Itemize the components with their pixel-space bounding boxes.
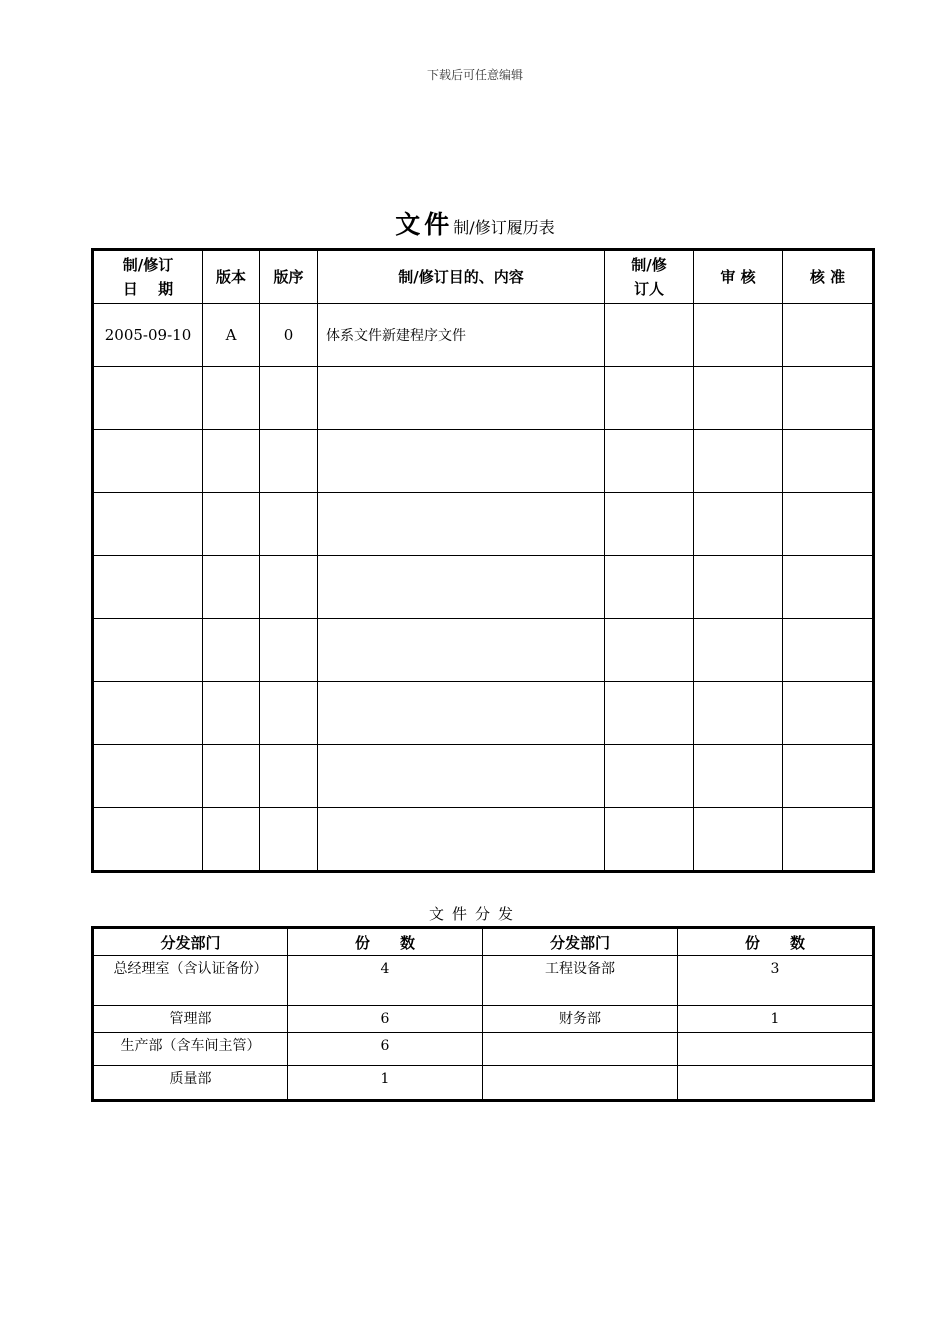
- table-row: [93, 1033, 874, 1066]
- table-row: [93, 556, 874, 619]
- table-row: [93, 682, 874, 745]
- cell-copies-2: [678, 1066, 874, 1101]
- cell-content: [318, 619, 605, 682]
- cell-approve: [783, 682, 874, 745]
- cell-dept-2: [483, 1033, 678, 1066]
- header-dept-1: 分发部门: [93, 928, 288, 956]
- table-row: [93, 745, 874, 808]
- cell-reviser: [605, 556, 694, 619]
- cell-reviser: [605, 682, 694, 745]
- cell-dept-1: 生产部（含车间主管）: [93, 1033, 288, 1066]
- cell-content: 体系文件新建程序文件: [318, 304, 605, 367]
- cell-copies-1: 1: [288, 1066, 483, 1101]
- cell-revision: [260, 367, 318, 430]
- cell-approve: [783, 556, 874, 619]
- cell-revision: 0: [260, 304, 318, 367]
- cell-content: [318, 430, 605, 493]
- title-sub: 制/修订履历表: [453, 218, 555, 237]
- header-date-line2: 日 期: [122, 280, 174, 298]
- table-row: [93, 619, 874, 682]
- cell-dept-1: 质量部: [93, 1066, 288, 1101]
- header-revision: 版序: [260, 250, 318, 304]
- table-row: [93, 430, 874, 493]
- cell-approve: [783, 367, 874, 430]
- cell-version: [203, 745, 260, 808]
- table-row: [93, 1066, 874, 1101]
- cell-copies-2: 3: [678, 956, 874, 1006]
- cell-copies-2: [678, 1033, 874, 1066]
- cell-copies-1: 6: [288, 1033, 483, 1066]
- cell-content: [318, 367, 605, 430]
- header-version: 版本: [203, 250, 260, 304]
- cell-content: [318, 556, 605, 619]
- cell-dept-1: 总经理室（含认证备份）: [93, 956, 288, 1006]
- header-review: 审 核: [694, 250, 783, 304]
- table-row: [93, 956, 874, 1006]
- cell-content: [318, 682, 605, 745]
- cell-approve: [783, 493, 874, 556]
- cell-review: [694, 682, 783, 745]
- header-date: [93, 250, 203, 304]
- cell-date: [93, 682, 203, 745]
- header-note: 下载后可任意编辑: [426, 68, 523, 82]
- cell-revision: [260, 430, 318, 493]
- cell-reviser: [605, 808, 694, 872]
- header-approve: 核 准: [783, 250, 874, 304]
- cell-revision: [260, 493, 318, 556]
- revision-history-table: [91, 248, 875, 873]
- cell-approve: [783, 808, 874, 872]
- cell-date: [93, 619, 203, 682]
- distribution-title: 文件分发: [428, 905, 521, 923]
- header-copies-2: 份 数: [678, 928, 874, 956]
- cell-content: [318, 745, 605, 808]
- cell-revision: [260, 556, 318, 619]
- table-row: [93, 304, 874, 367]
- cell-date: [93, 430, 203, 493]
- distribution-table: [91, 926, 875, 1102]
- cell-date: [93, 556, 203, 619]
- cell-version: [203, 367, 260, 430]
- header-copies-1: 份 数: [288, 928, 483, 956]
- cell-approve: [783, 619, 874, 682]
- header-purpose: 制/修订目的、内容: [318, 250, 605, 304]
- cell-reviser: [605, 493, 694, 556]
- cell-review: [694, 556, 783, 619]
- cell-date: 2005-09-10: [93, 304, 203, 367]
- title-main: 文件: [395, 210, 454, 239]
- cell-approve: [783, 430, 874, 493]
- cell-version: A: [203, 304, 260, 367]
- header-date-line1: 制/修订: [122, 256, 174, 274]
- cell-review: [694, 430, 783, 493]
- document-title: [0, 205, 950, 241]
- cell-copies-1: 4: [288, 956, 483, 1006]
- cell-version: [203, 430, 260, 493]
- cell-approve: [783, 304, 874, 367]
- cell-dept-2: 财务部: [483, 1006, 678, 1033]
- cell-reviser: [605, 430, 694, 493]
- cell-reviser: [605, 367, 694, 430]
- header-reviser-line2: 订人: [633, 280, 664, 298]
- cell-version: [203, 556, 260, 619]
- header-dept-2: 分发部门: [483, 928, 678, 956]
- cell-reviser: [605, 619, 694, 682]
- cell-date: [93, 745, 203, 808]
- cell-revision: [260, 745, 318, 808]
- table-row: [93, 493, 874, 556]
- cell-dept-2: [483, 1066, 678, 1101]
- cell-review: [694, 619, 783, 682]
- cell-dept-2: 工程设备部: [483, 956, 678, 1006]
- cell-date: [93, 808, 203, 872]
- cell-dept-1: 管理部: [93, 1006, 288, 1033]
- cell-date: [93, 367, 203, 430]
- cell-content: [318, 808, 605, 872]
- table-row: [93, 808, 874, 872]
- cell-revision: [260, 619, 318, 682]
- cell-review: [694, 745, 783, 808]
- cell-version: [203, 808, 260, 872]
- cell-version: [203, 619, 260, 682]
- cell-approve: [783, 745, 874, 808]
- cell-revision: [260, 682, 318, 745]
- cell-reviser: [605, 304, 694, 367]
- cell-reviser: [605, 745, 694, 808]
- history-header-row: [93, 250, 874, 304]
- table-row: [93, 1006, 874, 1033]
- table-row: [93, 367, 874, 430]
- header-reviser-line1: 制/修: [631, 256, 667, 274]
- cell-revision: [260, 808, 318, 872]
- cell-copies-2: 1: [678, 1006, 874, 1033]
- distribution-header-row: [93, 928, 874, 956]
- cell-review: [694, 367, 783, 430]
- header-reviser: [605, 250, 694, 304]
- cell-version: [203, 682, 260, 745]
- cell-review: [694, 808, 783, 872]
- cell-review: [694, 304, 783, 367]
- cell-date: [93, 493, 203, 556]
- cell-copies-1: 6: [288, 1006, 483, 1033]
- cell-version: [203, 493, 260, 556]
- cell-review: [694, 493, 783, 556]
- cell-content: [318, 493, 605, 556]
